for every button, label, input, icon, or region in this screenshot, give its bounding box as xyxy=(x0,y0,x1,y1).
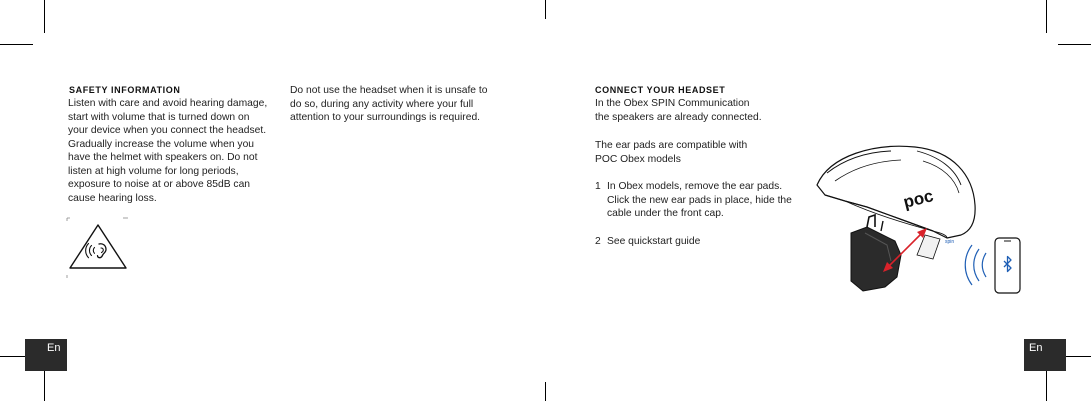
text-line: Click the new ear pads in place, hide the xyxy=(607,194,792,206)
step-number: 2 xyxy=(595,236,601,247)
crop-mark xyxy=(1058,44,1091,45)
crop-mark xyxy=(44,368,45,401)
text-line: The ear pads are compatible with xyxy=(595,140,748,151)
connect-heading: CONNECT YOUR HEADSET xyxy=(595,85,726,95)
svg-text:spin: spin xyxy=(945,239,955,245)
language-tab-left xyxy=(25,339,67,371)
safety-text xyxy=(68,97,267,205)
usage-warning-text xyxy=(290,84,488,125)
crop-mark xyxy=(545,382,546,401)
intro-text xyxy=(595,97,762,124)
safety-heading: SAFETY INFORMATION xyxy=(69,85,181,95)
step-2 xyxy=(595,235,805,249)
crop-mark xyxy=(1046,368,1047,401)
text-line: attention to your surroundings is required. xyxy=(290,112,481,123)
compatibility-text xyxy=(595,139,747,166)
language-tab-label: En xyxy=(1029,342,1043,354)
text-line: listen at high volume for long periods, xyxy=(68,165,239,177)
text-line: In the Obex SPIN Communication xyxy=(595,98,750,109)
text-line: In Obex models, remove the ear pads. xyxy=(607,181,783,192)
crop-mark xyxy=(1046,0,1047,33)
text-line: your device when you connect the headset. xyxy=(68,125,267,136)
crop-mark xyxy=(44,0,45,33)
text-line: Gradually increase the volume when you xyxy=(68,138,255,150)
step-text xyxy=(607,180,792,221)
text-line: have the helmet with speakers on. Do not xyxy=(68,152,258,163)
crop-mark xyxy=(0,44,33,45)
text-line: cause hearing loss. xyxy=(68,192,157,204)
helmet-logo: poc xyxy=(901,186,936,212)
text-line: See quickstart guide xyxy=(607,236,701,247)
crop-mark xyxy=(545,0,546,19)
text-line: POC Obex models xyxy=(595,153,681,165)
language-tab-right xyxy=(1024,339,1066,371)
text-line: the speakers are already connected. xyxy=(595,111,762,123)
text-line: start with volume that is turned down on xyxy=(68,111,250,123)
step-number: 1 xyxy=(595,181,601,192)
smartphone-bluetooth-icon xyxy=(994,237,1022,295)
text-line: do so, during any activity where your full xyxy=(290,98,474,110)
step-1 xyxy=(595,180,805,222)
text-line: Do not use the headset when it is unsafe to xyxy=(290,85,488,96)
language-tab-label: En xyxy=(47,342,61,354)
hearing-warning-icon xyxy=(66,216,130,280)
text-line: Listen with care and avoid hearing damage, xyxy=(68,98,268,109)
step-text xyxy=(607,235,700,249)
text-line: cable under the front cap. xyxy=(607,208,724,219)
text-line: exposure to noise at or above 85dB can xyxy=(68,179,251,190)
